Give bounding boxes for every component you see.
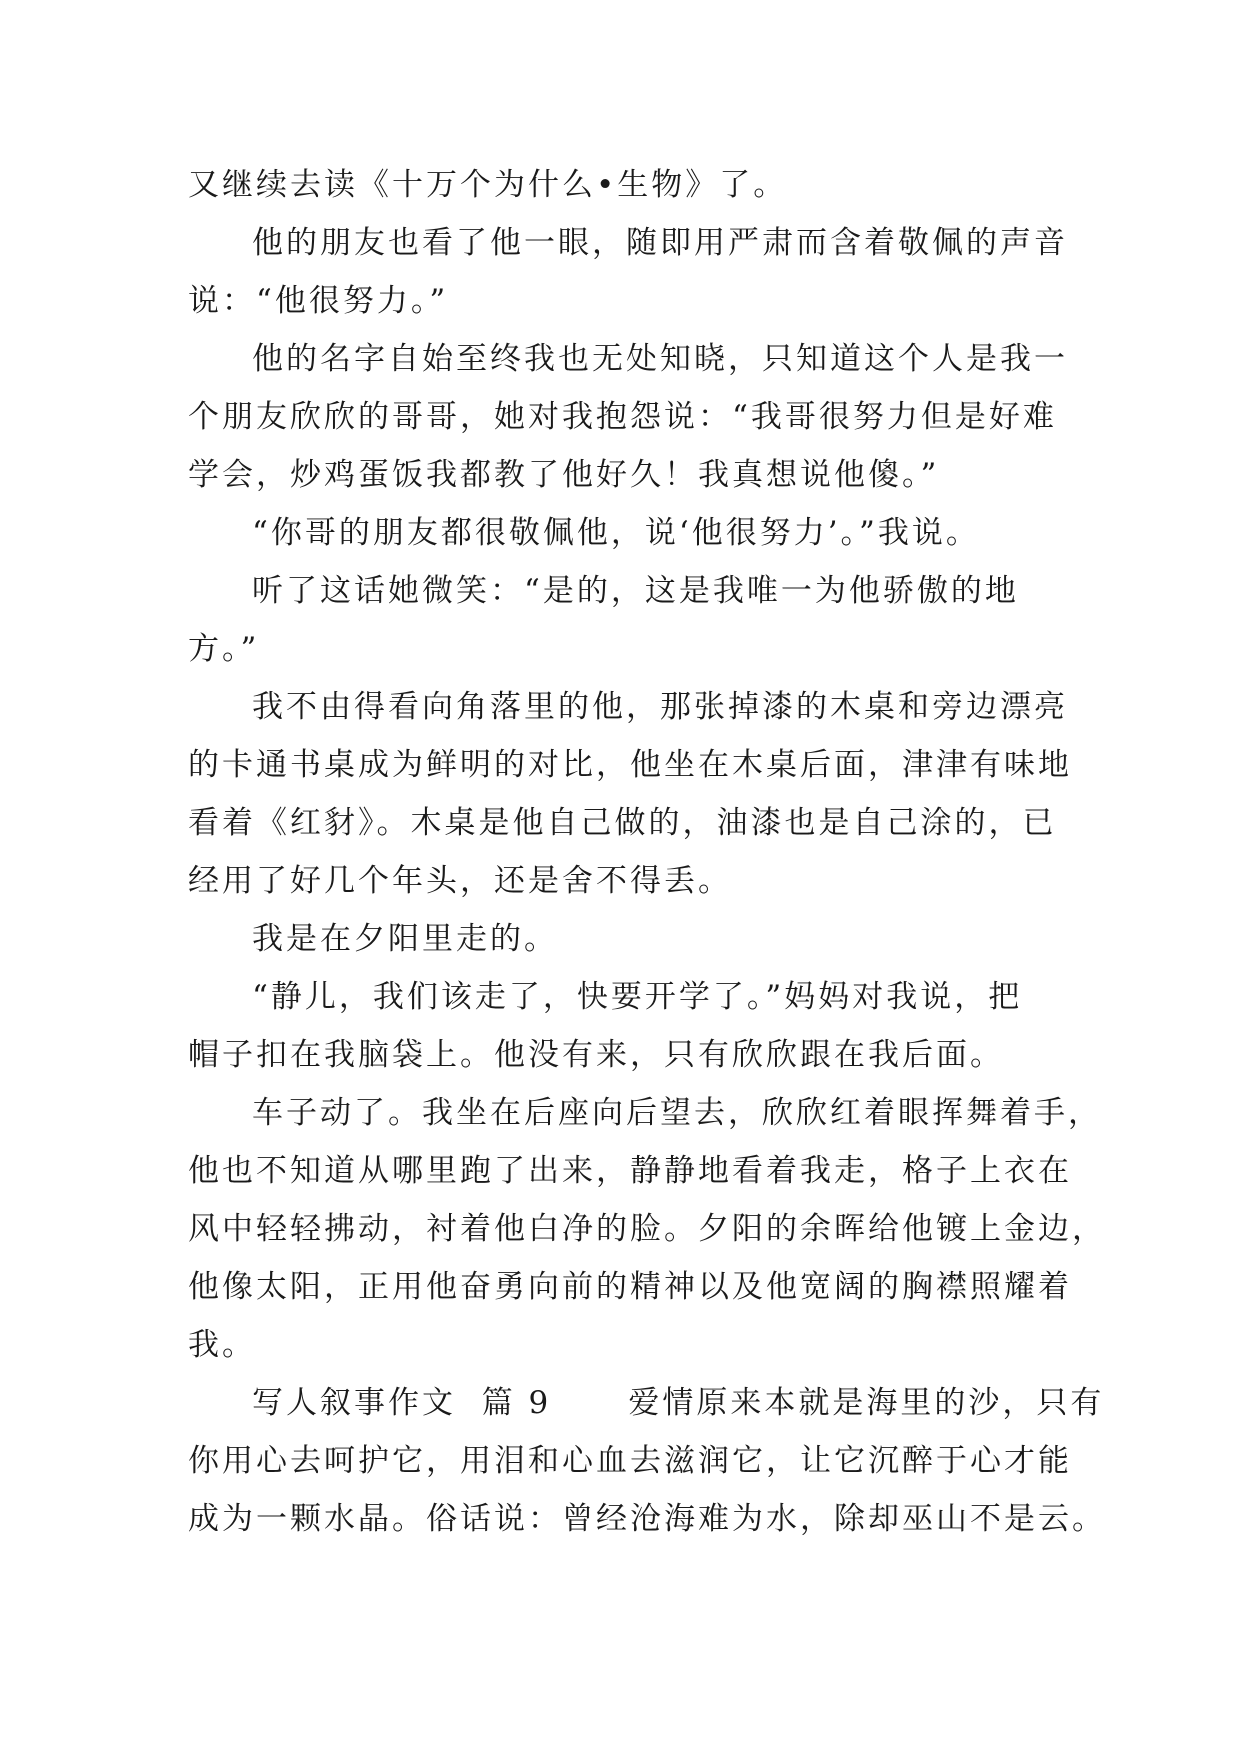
paragraph-start-line: “你哥的朋友都很敬佩他，说‘他很努力’。”我说。 <box>252 515 980 551</box>
text-line: 成为一颗水晶。俗话说：曾经沧海难为水，除却巫山不是云。 <box>188 1501 1106 1537</box>
text-line: 帽子扣在我脑袋上。他没有来，只有欣欣跟在我后面。 <box>188 1037 1004 1073</box>
paragraph-start-line: 他的名字自始至终我也无处知晓，只知道这个人是我一 <box>252 341 1068 377</box>
paragraph-start-line: 我是在夕阳里走的。 <box>252 921 558 957</box>
text-line: 经用了好几个年头，还是舍不得丢。 <box>188 863 732 899</box>
text-line: 说：“他很努力。” <box>188 283 449 319</box>
paragraph-start-line: 我不由得看向角落里的他，那张掉漆的木桌和旁边漂亮 <box>252 689 1068 725</box>
section-heading-line: 写人叙事作文 篇 9 爱情原来本就是海里的沙，只有 <box>252 1385 1105 1421</box>
text-line: 他像太阳，正用他奋勇向前的精神以及他宽阔的胸襟照耀着 <box>188 1269 1072 1305</box>
paragraph-start-line: “静儿，我们该走了，快要开学了。”妈妈对我说，把 <box>252 979 1023 1015</box>
text-line: 方。” <box>188 631 260 667</box>
text-line: 学会，炒鸡蛋饭我都教了他好久！我真想说他傻。” <box>188 457 940 493</box>
text-line: 风中轻轻拂动，衬着他白净的脸。夕阳的余晖给他镀上金边， <box>188 1211 1106 1247</box>
paragraph-start-line: 他的朋友也看了他一眼，随即用严肃而含着敬佩的声音 <box>252 225 1068 261</box>
text-line: 看着《红豺》。木桌是他自己做的，油漆也是自己涂的，已 <box>188 805 1057 841</box>
text-line: 我。 <box>188 1327 256 1363</box>
paragraph-start-line: 车子动了。我坐在后座向后望去，欣欣红着眼挥舞着手， <box>252 1095 1102 1131</box>
text-line: 个朋友欣欣的哥哥，她对我抱怨说：“我哥很努力但是好难 <box>188 399 1057 435</box>
text-line: 的卡通书桌成为鲜明的对比，他坐在木桌后面，津津有味地 <box>188 747 1072 783</box>
text-line: 又继续去读《十万个为什么•生物》了。 <box>188 167 788 203</box>
article-body <box>188 156 1106 1548</box>
text-line: 他也不知道从哪里跑了出来，静静地看着我走，格子上衣在 <box>188 1153 1072 1189</box>
text-line: 你用心去呵护它，用泪和心血去滋润它，让它沉醉于心才能 <box>188 1443 1072 1479</box>
paragraph-start-line: 听了这话她微笑：“是的，这是我唯一为他骄傲的地 <box>252 573 1019 609</box>
